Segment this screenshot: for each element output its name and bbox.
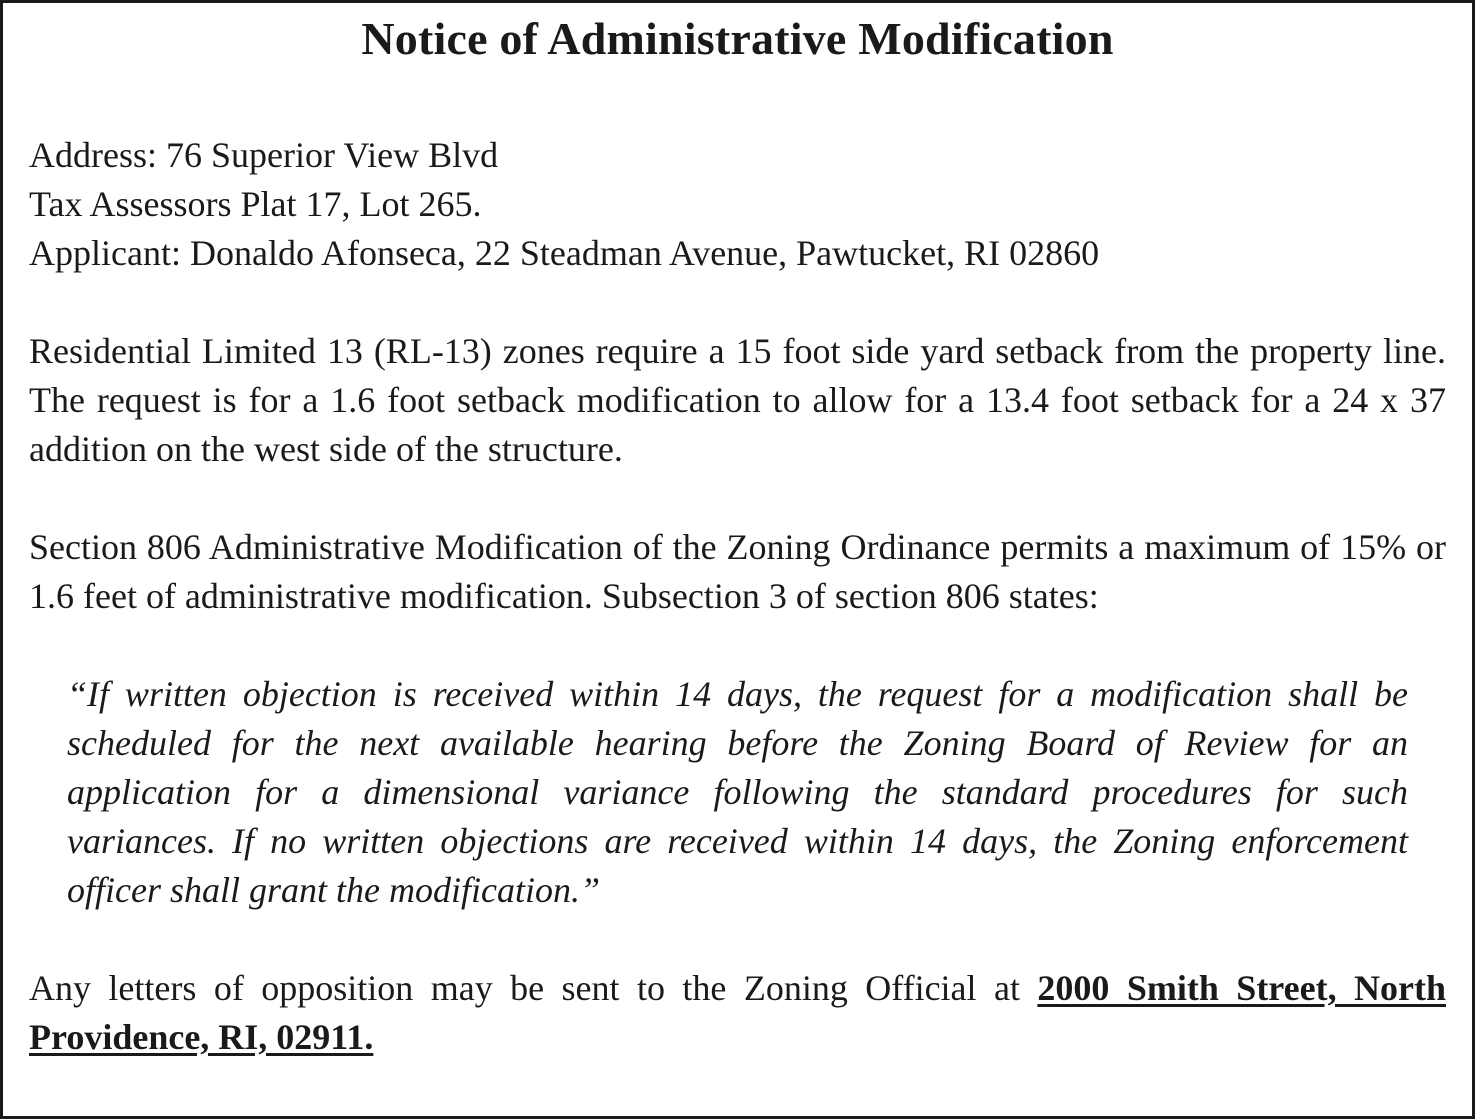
notice-title: Notice of Administrative Modification (361, 13, 1114, 64)
zoning-official-address: 2000 Smith Street, North Providence, RI, 02911. (29, 968, 1447, 1057)
property-info-block (29, 131, 1446, 278)
closing-paragraph (29, 964, 1446, 1062)
plat-line: Tax Assessors Plat 17, Lot 265. (29, 184, 482, 224)
section-806-paragraph: Section 806 Administrative Modification of the Zoning Ordinance permits a maximum of 15% or 1.6 feet of administrative modification. Subsection 3 of section 806 states: (29, 527, 1446, 616)
requirement-paragraph: Residential Limited 13 (RL-13) zones require a 15 foot side yard setback from the property line. The request is for a 1.6 foot setback modification to allow for a 13.4 foot setback for a 24 x 37 addition on the west side of the structure. (29, 331, 1446, 469)
subsection-3-quote: “If written objection is received within 14 days, the request for a modification shall be scheduled for the next available hearing before the Zoning Board of Review for an application for a dimensional variance following the standard procedures for such variances. If no written objections are received within 14 days, the Zoning enforcement officer shall grant the modification.” (67, 674, 1408, 910)
address-line: Address: 76 Superior View Blvd (29, 135, 499, 175)
closing-text: Any letters of opposition may be sent to the Zoning Official at (29, 968, 1038, 1008)
applicant-line: Applicant: Donaldo Afonseca, 22 Steadman Avenue, Pawtucket, RI 02860 (29, 233, 1100, 273)
